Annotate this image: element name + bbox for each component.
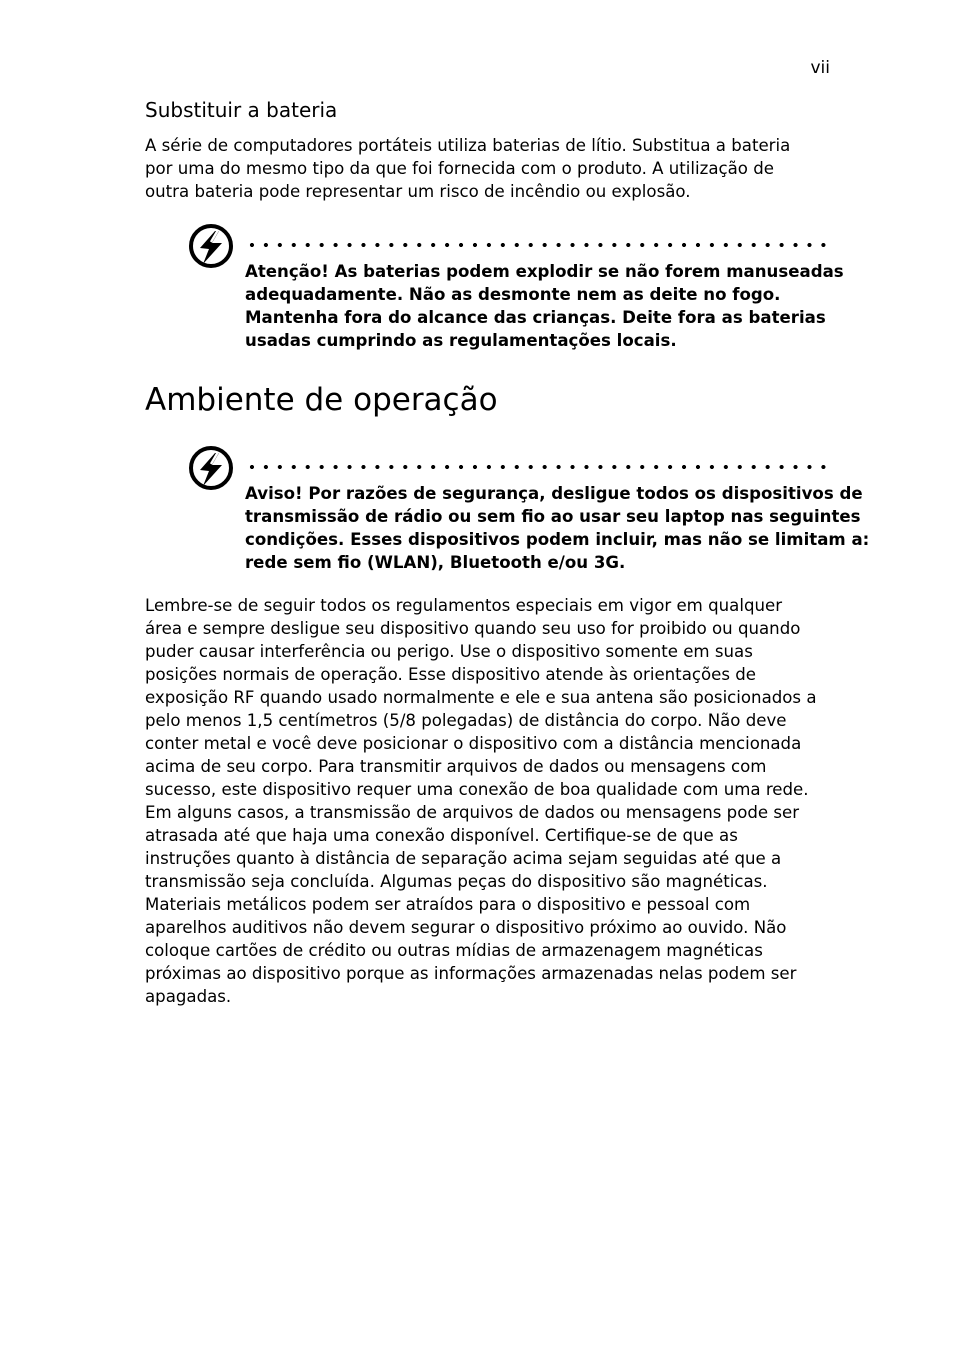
paragraph-line: atrasada até que haja uma conexão disponível. Certifique-se de que as	[145, 826, 738, 845]
paragraph-line: apagadas.	[145, 987, 232, 1006]
page-number: vii	[810, 58, 830, 78]
paragraph-line: A série de computadores portáteis utiliza baterias de lítio. Substitua a bateria	[145, 136, 791, 155]
operation-paragraph	[145, 594, 835, 1008]
paragraph-line: coloque cartões de crédito ou outras mídias de armazenagem magnéticas	[145, 941, 763, 960]
paragraph-line: pelo menos 1,5 centímetros (5/8 polegadas) de distância do corpo. Não deve	[145, 711, 787, 730]
paragraph-line: área e sempre desligue seu dispositivo quando seu uso for proibido ou quando	[145, 619, 801, 638]
paragraph-line: Em alguns casos, a transmissão de arquivos de dados ou mensagens pode ser	[145, 803, 800, 822]
lightning-warning-icon	[185, 444, 237, 496]
paragraph-line: posições normais de operação. Esse dispositivo atende às orientações de	[145, 665, 757, 684]
warning-line: Atenção! As baterias podem explodir se não forem manuseadas	[245, 262, 844, 281]
lightning-warning-icon	[185, 222, 237, 274]
paragraph-line: transmissão seja concluída. Algumas peças do dispositivo são magnéticas.	[145, 872, 768, 891]
paragraph-line: por uma do mesmo tipo da que foi fornecida com o produto. A utilização de	[145, 159, 774, 178]
paragraph-line: puder causar interferência ou perigo. Use o dispositivo somente em suas	[145, 642, 753, 661]
operation-warning-text	[245, 482, 870, 574]
paragraph-line: instruções quanto à distância de separação acima sejam seguidas até que a	[145, 849, 782, 868]
battery-paragraph	[145, 134, 835, 203]
battery-heading: Substituir a bateria	[145, 98, 338, 122]
dotted-separator	[245, 243, 831, 247]
warning-line: condições. Esses dispositivos podem incluir, mas não se limitam a:	[245, 530, 870, 549]
warning-line: Mantenha fora do alcance das crianças. Deite fora as baterias	[245, 308, 826, 327]
paragraph-line: conter metal e você deve posicionar o dispositivo com a distância mencionada	[145, 734, 802, 753]
warning-line: transmissão de rádio ou sem fio ao usar seu laptop nas seguintes	[245, 507, 861, 526]
paragraph-line: sucesso, este dispositivo requer uma conexão de boa qualidade com uma rede.	[145, 780, 809, 799]
warning-line: Aviso! Por razões de segurança, desligue todos os dispositivos de	[245, 484, 863, 503]
warning-line: rede sem fio (WLAN), Bluetooth e/ou 3G.	[245, 553, 626, 572]
paragraph-line: outra bateria pode representar um risco de incêndio ou explosão.	[145, 182, 691, 201]
warning-line: adequadamente. Não as desmonte nem as deite no fogo.	[245, 285, 781, 304]
paragraph-line: acima de seu corpo. Para transmitir arquivos de dados ou mensagens com	[145, 757, 767, 776]
paragraph-line: Lembre-se de seguir todos os regulamentos especiais em vigor em qualquer	[145, 596, 783, 615]
dotted-separator	[245, 465, 831, 469]
paragraph-line: Materiais metálicos podem ser atraídos para o dispositivo e pessoal com	[145, 895, 751, 914]
battery-warning-text	[245, 260, 844, 352]
paragraph-line: aparelhos auditivos não devem segurar o dispositivo próximo ao ouvido. Não	[145, 918, 787, 937]
paragraph-line: próximas ao dispositivo porque as informações armazenadas nelas podem ser	[145, 964, 797, 983]
warning-line: usadas cumprindo as regulamentações locais.	[245, 331, 677, 350]
paragraph-line: exposição RF quando usado normalmente e ele e sua antena são posicionados a	[145, 688, 817, 707]
section-title: Ambiente de operação	[145, 382, 498, 418]
